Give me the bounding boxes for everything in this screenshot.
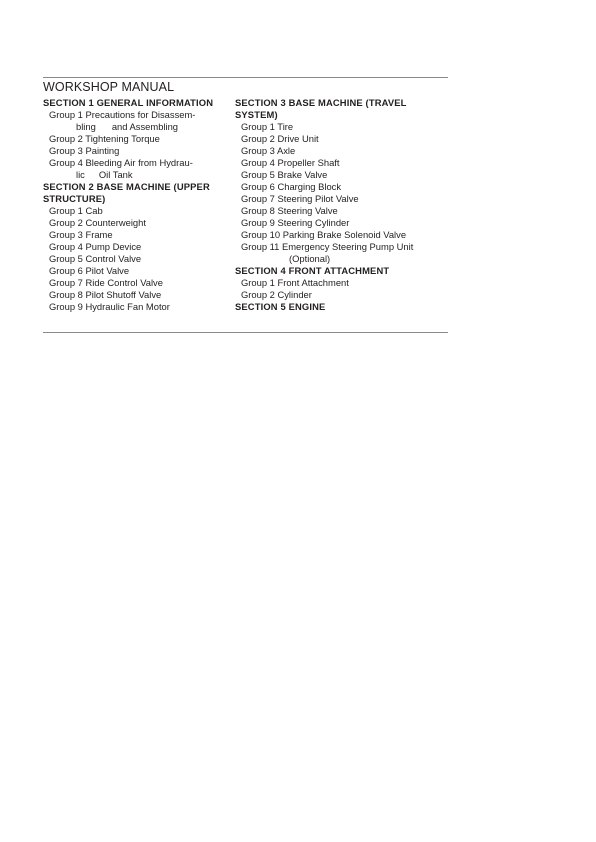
section-1-group-4: Group 4 Bleeding Air from Hydrau- bbox=[49, 157, 193, 168]
section-3-group-3: Group 3 Axle bbox=[241, 145, 296, 156]
section-3-group-8: Group 8 Steering Valve bbox=[241, 205, 338, 216]
section-2-group-3: Group 3 Frame bbox=[49, 229, 113, 240]
section-2-heading-continued: STRUCTURE) bbox=[43, 193, 106, 204]
section-1-group-1-continued-b: and Assembling bbox=[111, 121, 178, 132]
section-3-heading: SECTION 3 BASE MACHINE (TRAVEL bbox=[235, 97, 407, 108]
section-2-group-8: Group 8 Pilot Shutoff Valve bbox=[49, 289, 162, 300]
section-1-group-3: Group 3 Painting bbox=[49, 145, 120, 156]
toc-left-column bbox=[43, 97, 231, 313]
section-3-heading-continued: SYSTEM) bbox=[235, 109, 278, 120]
section-3-group-11-continued: (Optional) bbox=[289, 253, 331, 264]
section-1-group-2: Group 2 Tightening Torque bbox=[49, 133, 160, 144]
section-3-group-11: Group 11 Emergency Steering Pump Unit bbox=[241, 241, 414, 252]
section-2-group-9: Group 9 Hydraulic Fan Motor bbox=[49, 301, 170, 312]
section-2-group-5: Group 5 Control Valve bbox=[49, 253, 142, 264]
section-2-group-4: Group 4 Pump Device bbox=[49, 241, 142, 252]
section-1-group-4-continued-a: lic bbox=[76, 169, 85, 180]
section-1-heading: SECTION 1 GENERAL INFORMATION bbox=[43, 97, 214, 108]
section-2-group-7: Group 7 Ride Control Valve bbox=[49, 277, 163, 288]
manual-title: WORKSHOP MANUAL bbox=[43, 80, 175, 94]
section-3-group-7: Group 7 Steering Pilot Valve bbox=[241, 193, 359, 204]
section-3-group-6: Group 6 Charging Block bbox=[241, 181, 342, 192]
section-4-group-1: Group 1 Front Attachment bbox=[241, 277, 349, 288]
section-2-heading: SECTION 2 BASE MACHINE (UPPER bbox=[43, 181, 210, 192]
section-1-group-4-continued-b: Oil Tank bbox=[98, 169, 133, 180]
section-2-group-1: Group 1 Cab bbox=[49, 205, 103, 216]
top-divider bbox=[43, 77, 448, 78]
section-5-heading: SECTION 5 ENGINE bbox=[235, 301, 326, 312]
bottom-divider bbox=[43, 332, 448, 333]
toc-right-column bbox=[235, 97, 447, 313]
section-1-group-1: Group 1 Precautions for Disassem- bbox=[49, 109, 196, 120]
section-3-group-1: Group 1 Tire bbox=[241, 121, 294, 132]
section-3-group-4: Group 4 Propeller Shaft bbox=[241, 157, 340, 168]
section-3-group-5: Group 5 Brake Valve bbox=[241, 169, 328, 180]
section-3-group-2: Group 2 Drive Unit bbox=[241, 133, 319, 144]
section-4-group-2: Group 2 Cylinder bbox=[241, 289, 312, 300]
section-3-group-9: Group 9 Steering Cylinder bbox=[241, 217, 350, 228]
section-1-group-4-continued bbox=[43, 169, 231, 181]
section-1-group-1-continued-a: bling bbox=[76, 121, 96, 132]
section-2-group-2: Group 2 Counterweight bbox=[49, 217, 146, 228]
section-1-group-1-continued bbox=[43, 121, 231, 133]
section-2-group-6: Group 6 Pilot Valve bbox=[49, 265, 130, 276]
section-4-heading: SECTION 4 FRONT ATTACHMENT bbox=[235, 265, 390, 276]
section-3-group-10: Group 10 Parking Brake Solenoid Valve bbox=[241, 229, 407, 240]
